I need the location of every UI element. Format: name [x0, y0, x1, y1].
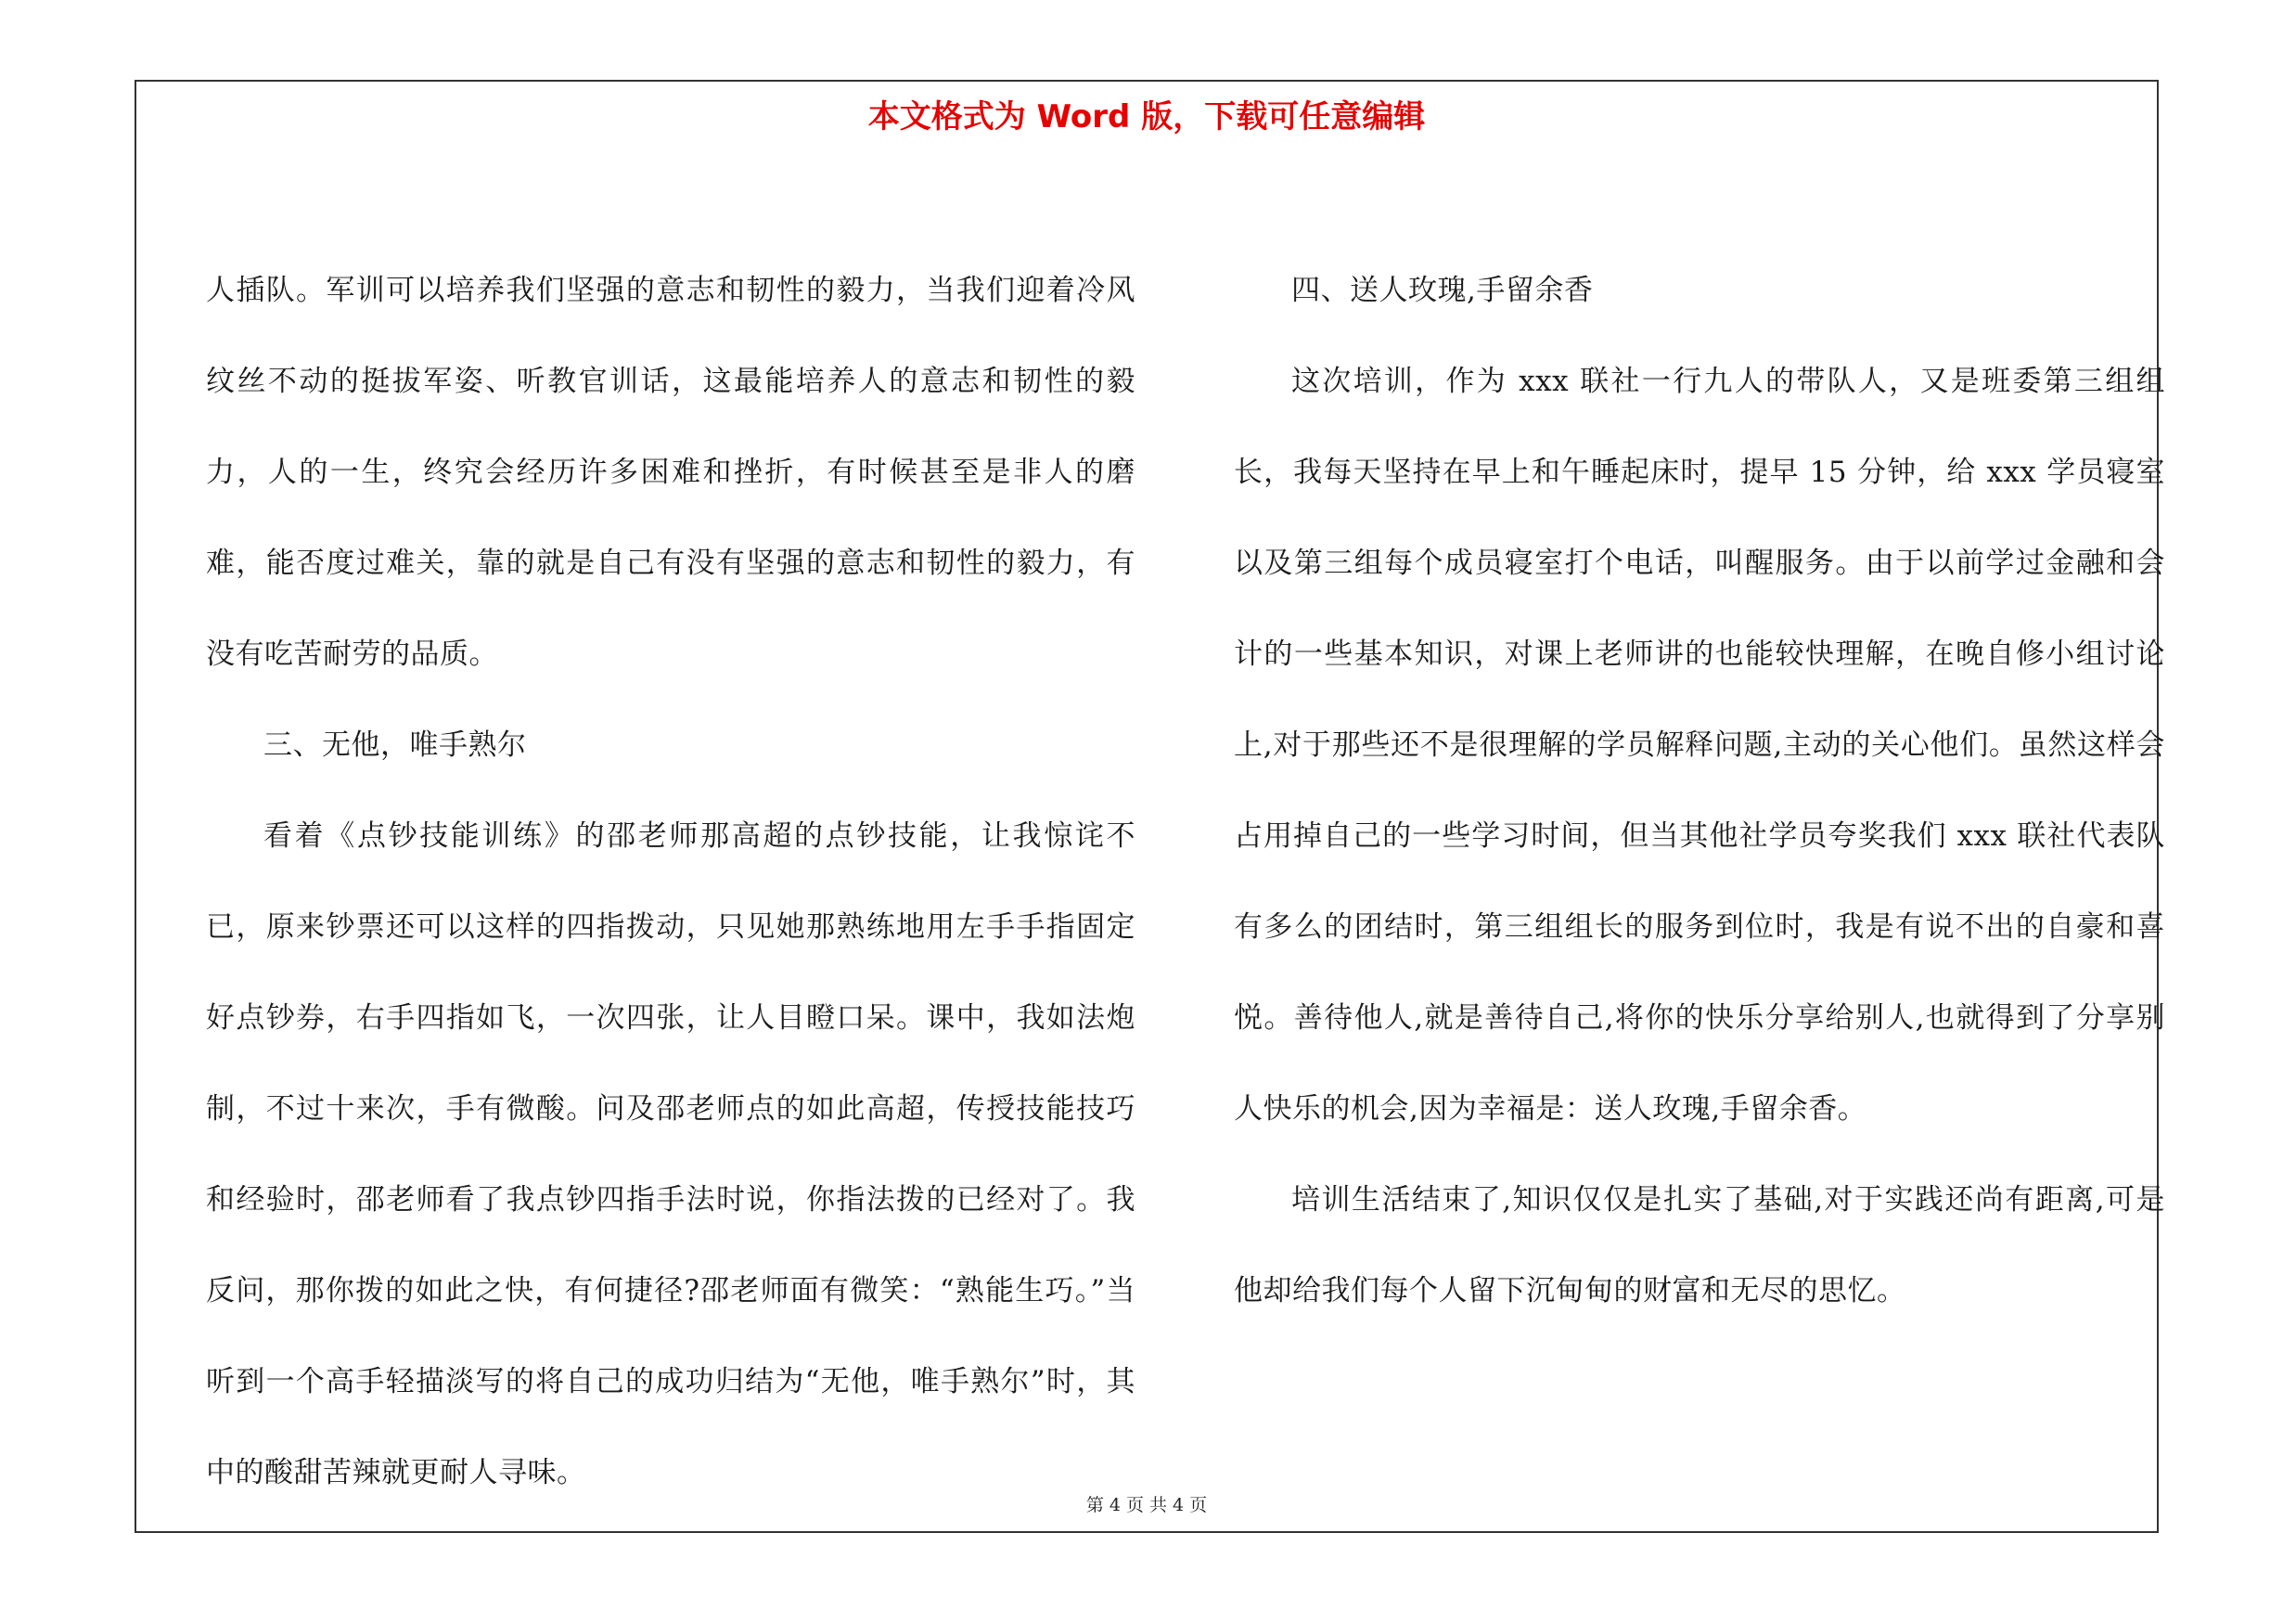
paragraph-conclusion: 培训生活结束了,知识仅仅是扎实了基础,对于实践还尚有距离,可是他却给我们每个人留下沉甸甸的财富和无尽的思忆。 — [1234, 1183, 2165, 1307]
paragraph-cash-counting: 看着《点钞技能训练》的邵老师那高超的点钞技能，让我惊诧不已，原来钞票还可以这样的四指拨动，只见她那熟练地用左手手指固定好点钞券，右手四指如飞，一次四张，让人目瞪口呆。课中，我如法炮制，不过十来次，手有微酸。问及邵老师点的如此高超，传授技能技巧和经验时，邵老师看了我点钞四指手法时说，你指法拨的已经对了。我反问，那你拨的如此之快，有何捷径?邵老师面有微笑：“熟能生巧。”当听到一个高手轻描淡写的将自己的成功归结为“无他，唯手熟尔”时，其中的酸甜苦辣就更耐人寻味。 — [206, 819, 1135, 1489]
section-heading-3: 三、无他，唯手熟尔 — [263, 728, 527, 762]
page-number-footer: 第 4 页 共 4 页 — [1085, 1495, 1208, 1515]
document-page — [135, 80, 2165, 1533]
right-column — [1234, 245, 2165, 1336]
section-heading-4: 四、送人玫瑰,手留余香 — [1291, 274, 1594, 307]
paragraph-military-training: 人插队。军训可以培养我们坚强的意志和韧性的毅力，当我们迎着冷风纹丝不动的挺拔军姿、听教官训话，这最能培养人的意志和韧性的毅力，人的一生，终究会经历许多困难和挫折，有时候甚至是非人的磨难，能否度过难关，靠的就是自己有没有坚强的意志和韧性的毅力，有没有吃苦耐劳的品质。 — [206, 274, 1135, 671]
left-column — [206, 245, 1135, 1518]
format-notice-banner: 本文格式为 Word 版，下载可任意编辑 — [867, 98, 1426, 135]
paragraph-team-leader: 这次培训，作为 xxx 联社一行九人的带队人，又是班委第三组组长，我每天坚持在早上和午睡起床时，提早 15 分钟，给 xxx 学员寝室以及第三组每个成员寝室打个电话，叫醒服务。由于以前学过金融和会计的一些基本知识，对课上老师讲的也能较快理解，在晚自修小组讨论上,对于那些还不是很理解的学员解释问题,主动的关心他们。虽然这样会占用掉自己的一些学习时间，但当其他社学员夸奖我们 xxx 联社代表队有多么的团结时，第三组组长的服务到位时，我是有说不出的自豪和喜悦。善待他人,就是善待自己,将你的快乐分享给别人,也就得到了分享别人快乐的机会,因为幸福是：送人玫瑰,手留余香。 — [1234, 365, 2165, 1126]
